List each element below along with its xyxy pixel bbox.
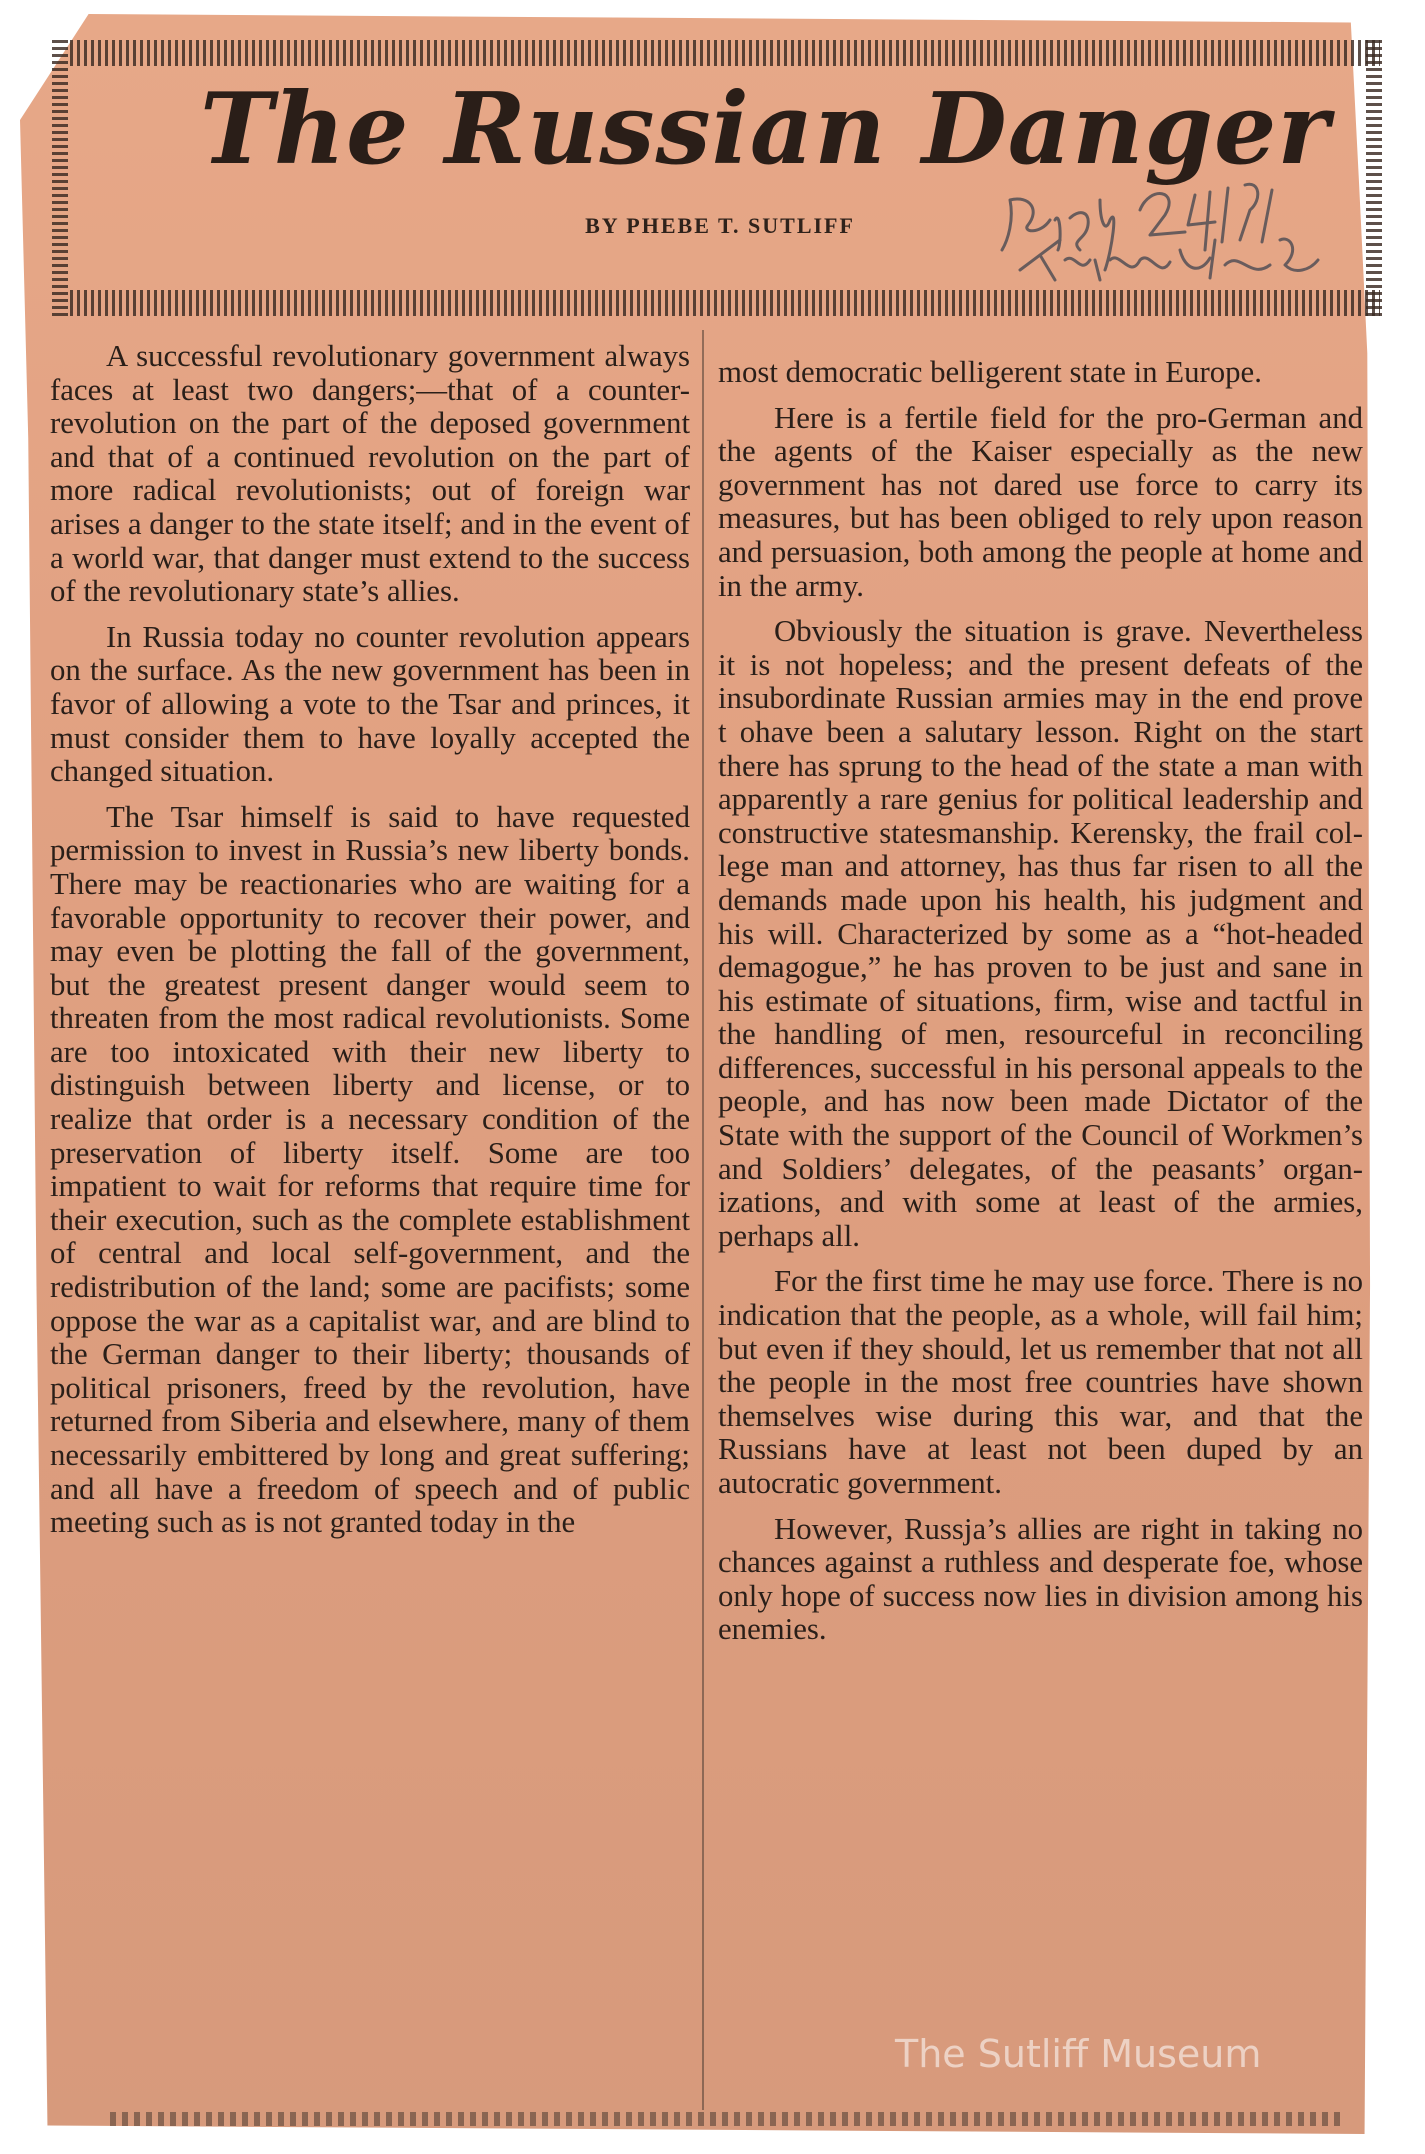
paragraph: Here is a fertile field for the pro-German and the agents of the Kaiser especially as the new government has not dared use force to carry its measures, but has been obliged to rely upon reason and persuasion, both among the people at home and in the army. <box>718 400 1363 603</box>
paragraph: However, Russja’s allies are right in taking no chances against a ruthless and desperate foe, whose only hope of success now lies in division among his enemies. <box>718 1511 1363 1647</box>
paragraph: For the first time he may use force. There is no indication that the people, as a whole, will fail him; but even if they should, let us remember that not all the people in the most free countries have shown themselves wise during this war, and that the Russians have at least not been duped by an autocratic government. <box>718 1264 1363 1500</box>
paragraph: A successful revolutionary government always faces at least two dangers;—that of a counter-revolution on the part of the deposed government and that of a continued revolution on the part of more radical revolutionists; out of foreign war arises a danger to the state itself; and in the event of a world war, that danger must extend to the success of the revolutionary state’s allies. <box>50 339 690 609</box>
ornamental-border-right <box>1366 40 1382 316</box>
paragraph: In Russia today no counter revolution appears on the surface. As the new government has been in favor of allowing a vote to the Tsar and princes, it must consider them to have loyally accepted the changed situation. <box>50 619 690 789</box>
bottom-rule <box>110 2112 1340 2126</box>
article-column-left <box>50 340 690 1552</box>
ornamental-border-top <box>70 40 1380 66</box>
ornamental-border-separator <box>70 290 1380 316</box>
article-byline: BY PHEBE T. SUTLIFF <box>585 213 855 238</box>
article-column-right <box>718 356 1363 1659</box>
paragraph: Obviously the situation is grave. Nevertheless it is not hopeless; and the present defeats of the insubordinate Russian armies may in the end prove t ohave been a salutary lesson. Right on the start there has sprung to the head of the state a man with apparently a rare genius for political leadership and constructive statesmanship. Kerensky, the frail college man and attorney, has thus far risen to all the demands made upon his health, his judgment and his will. Characterized by some as a “hot-headed demagogue,” he has proven to be just and sane in his estimate of situations, firm, wise and tactful in the handling of men, resourceful in reconciling differences, successful in his personal appeals to the people, and has now been made Dictator of the State with the support of the Council of Workmen’s and Soldiers’ delegates, of the peasants’ organizations, and with some at least of the armies, perhaps all. <box>718 614 1363 1253</box>
paragraph: The Tsar himself is said to have requested permission to invest in Russia’s new liberty bonds. There may be reactionaries who are waiting for a favorable opportunity to recover their power, and may even be plotting the fall of the government, but the greatest present danger would seem to threaten from the most radical revolutionists. Some are too intoxicated with their new liberty to distinguish between liberty and license, or to realize that order is a necessary condition of the preservation of liberty itself. Some are too impatient to wait for reforms that require time for their execution, such as the complete establishment of central and local self-government, and the redistribution of the land; some are pacifists; some oppose the war as a capitalist war, and are blind to the German danger to their liberty; thousands of political prisoners, freed by the revolution, have returned from Siberia and elsewhere, many of them necessarily embittered by long and great suffering; and all have a freedom of speech and of public meeting such as is not granted today in the <box>50 799 690 1540</box>
column-divider <box>702 330 704 2110</box>
handwritten-date-annotation <box>1000 180 1360 290</box>
museum-watermark: The Sutliff Museum <box>895 2032 1262 2076</box>
article-title: The Russian Danger <box>200 72 1331 187</box>
paragraph-continuation: most democratic belligerent state in Europe. <box>718 355 1262 389</box>
ornamental-border-left <box>52 40 68 316</box>
